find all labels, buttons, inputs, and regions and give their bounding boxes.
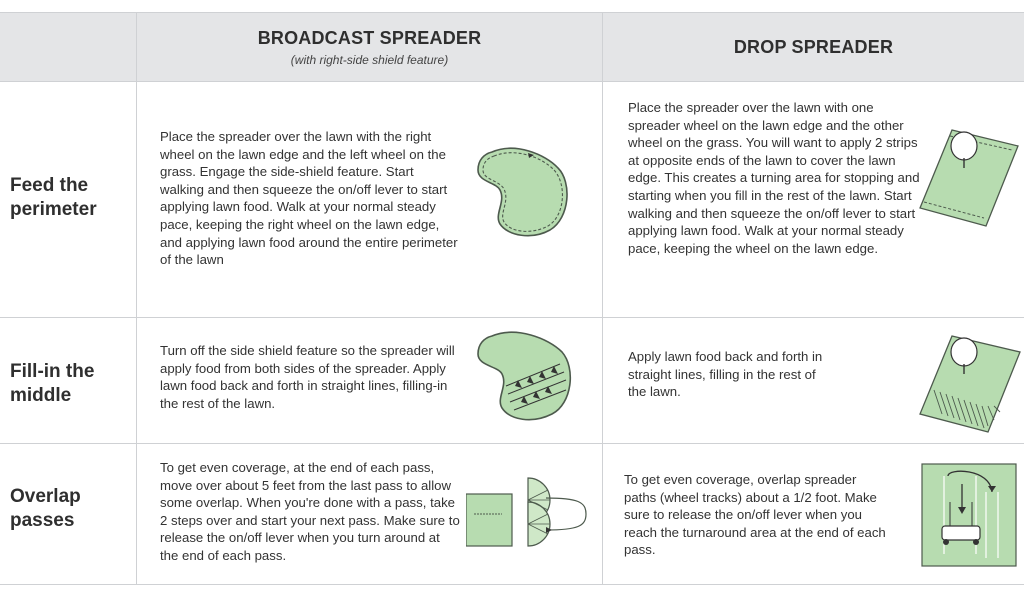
broadcast-overlap-illustration	[466, 458, 598, 570]
column-divider-2	[602, 12, 603, 584]
drop-fill-middle-text: Apply lawn food back and forth in straight lines, filling in the rest of the lawn.	[628, 349, 823, 400]
row-divider-3	[0, 584, 1024, 585]
drop-column-header	[603, 37, 1024, 58]
broadcast-overlap-text: To get even coverage, at the end of each pass, move over about 5 feet from the last pass to allow some overlap. When you're done with a pass, take 2 steps over and start your next pass. Make sure to release the on/off lever when you turn around at the end of each pass.	[160, 460, 460, 563]
drop-overlap-illustration	[920, 462, 1018, 568]
row-divider-2	[0, 443, 1024, 444]
drop-spreader-title: DROP SPREADER	[733, 37, 894, 57]
lawn-perimeter-illustration	[470, 140, 582, 240]
broadcast-fill-middle-text: Turn off the side shield feature so the spreader will apply food from both sides of the spreader. Apply lawn food back and forth in straight lines, filling-in the rest of the lawn.	[160, 343, 455, 411]
row-label-overlap-passes: Overlap passes	[10, 486, 81, 531]
drop-overlap-text: To get even coverage, overlap spreader paths (wheel tracks) about a 1/2 foot. Make sure to release the on/off lever when you reach the turnaround area at the end of each pass.	[624, 472, 886, 558]
drop-feed-perimeter-text: Place the spreader over the lawn with one spreader wheel on the lawn edge and the other wheel on the grass. You will want to apply 2 strips at opposite ends of the lawn to cover the lawn edge. This creates a turning area for stopping and starting when you fill in the rest of the lawn. Start walking and then squeeze the on/off lever to start applying lawn food. Walk at your normal steady pace, keeping the wheel on the lawn edge.	[628, 100, 920, 256]
row-label-feed-perimeter: Feed the perimeter	[10, 175, 97, 220]
drop-perimeter-illustration	[914, 122, 1020, 228]
column-divider-1	[136, 12, 137, 584]
broadcast-column-header	[137, 28, 602, 67]
broadcast-spreader-title: BROADCAST SPREADER	[257, 28, 482, 48]
drop-fill-illustration	[916, 330, 1022, 434]
row-label-fill-middle: Fill-in the middle	[10, 361, 95, 406]
broadcast-feed-perimeter-text: Place the spreader over the lawn with the right wheel on the lawn edge and the left wheel on the grass. Engage the side-shield feature. Start walking and then squeeze the on/off lever to start applying lawn food. Walk at your normal steady pace, keeping the right wheel on the lawn edge, and applying lawn food around the entire perimeter of the lawn	[160, 129, 458, 268]
broadcast-spreader-subtitle: (with right-side shield feature)	[290, 53, 449, 67]
lawn-fill-illustration	[472, 328, 584, 424]
row-divider-1	[0, 317, 1024, 318]
